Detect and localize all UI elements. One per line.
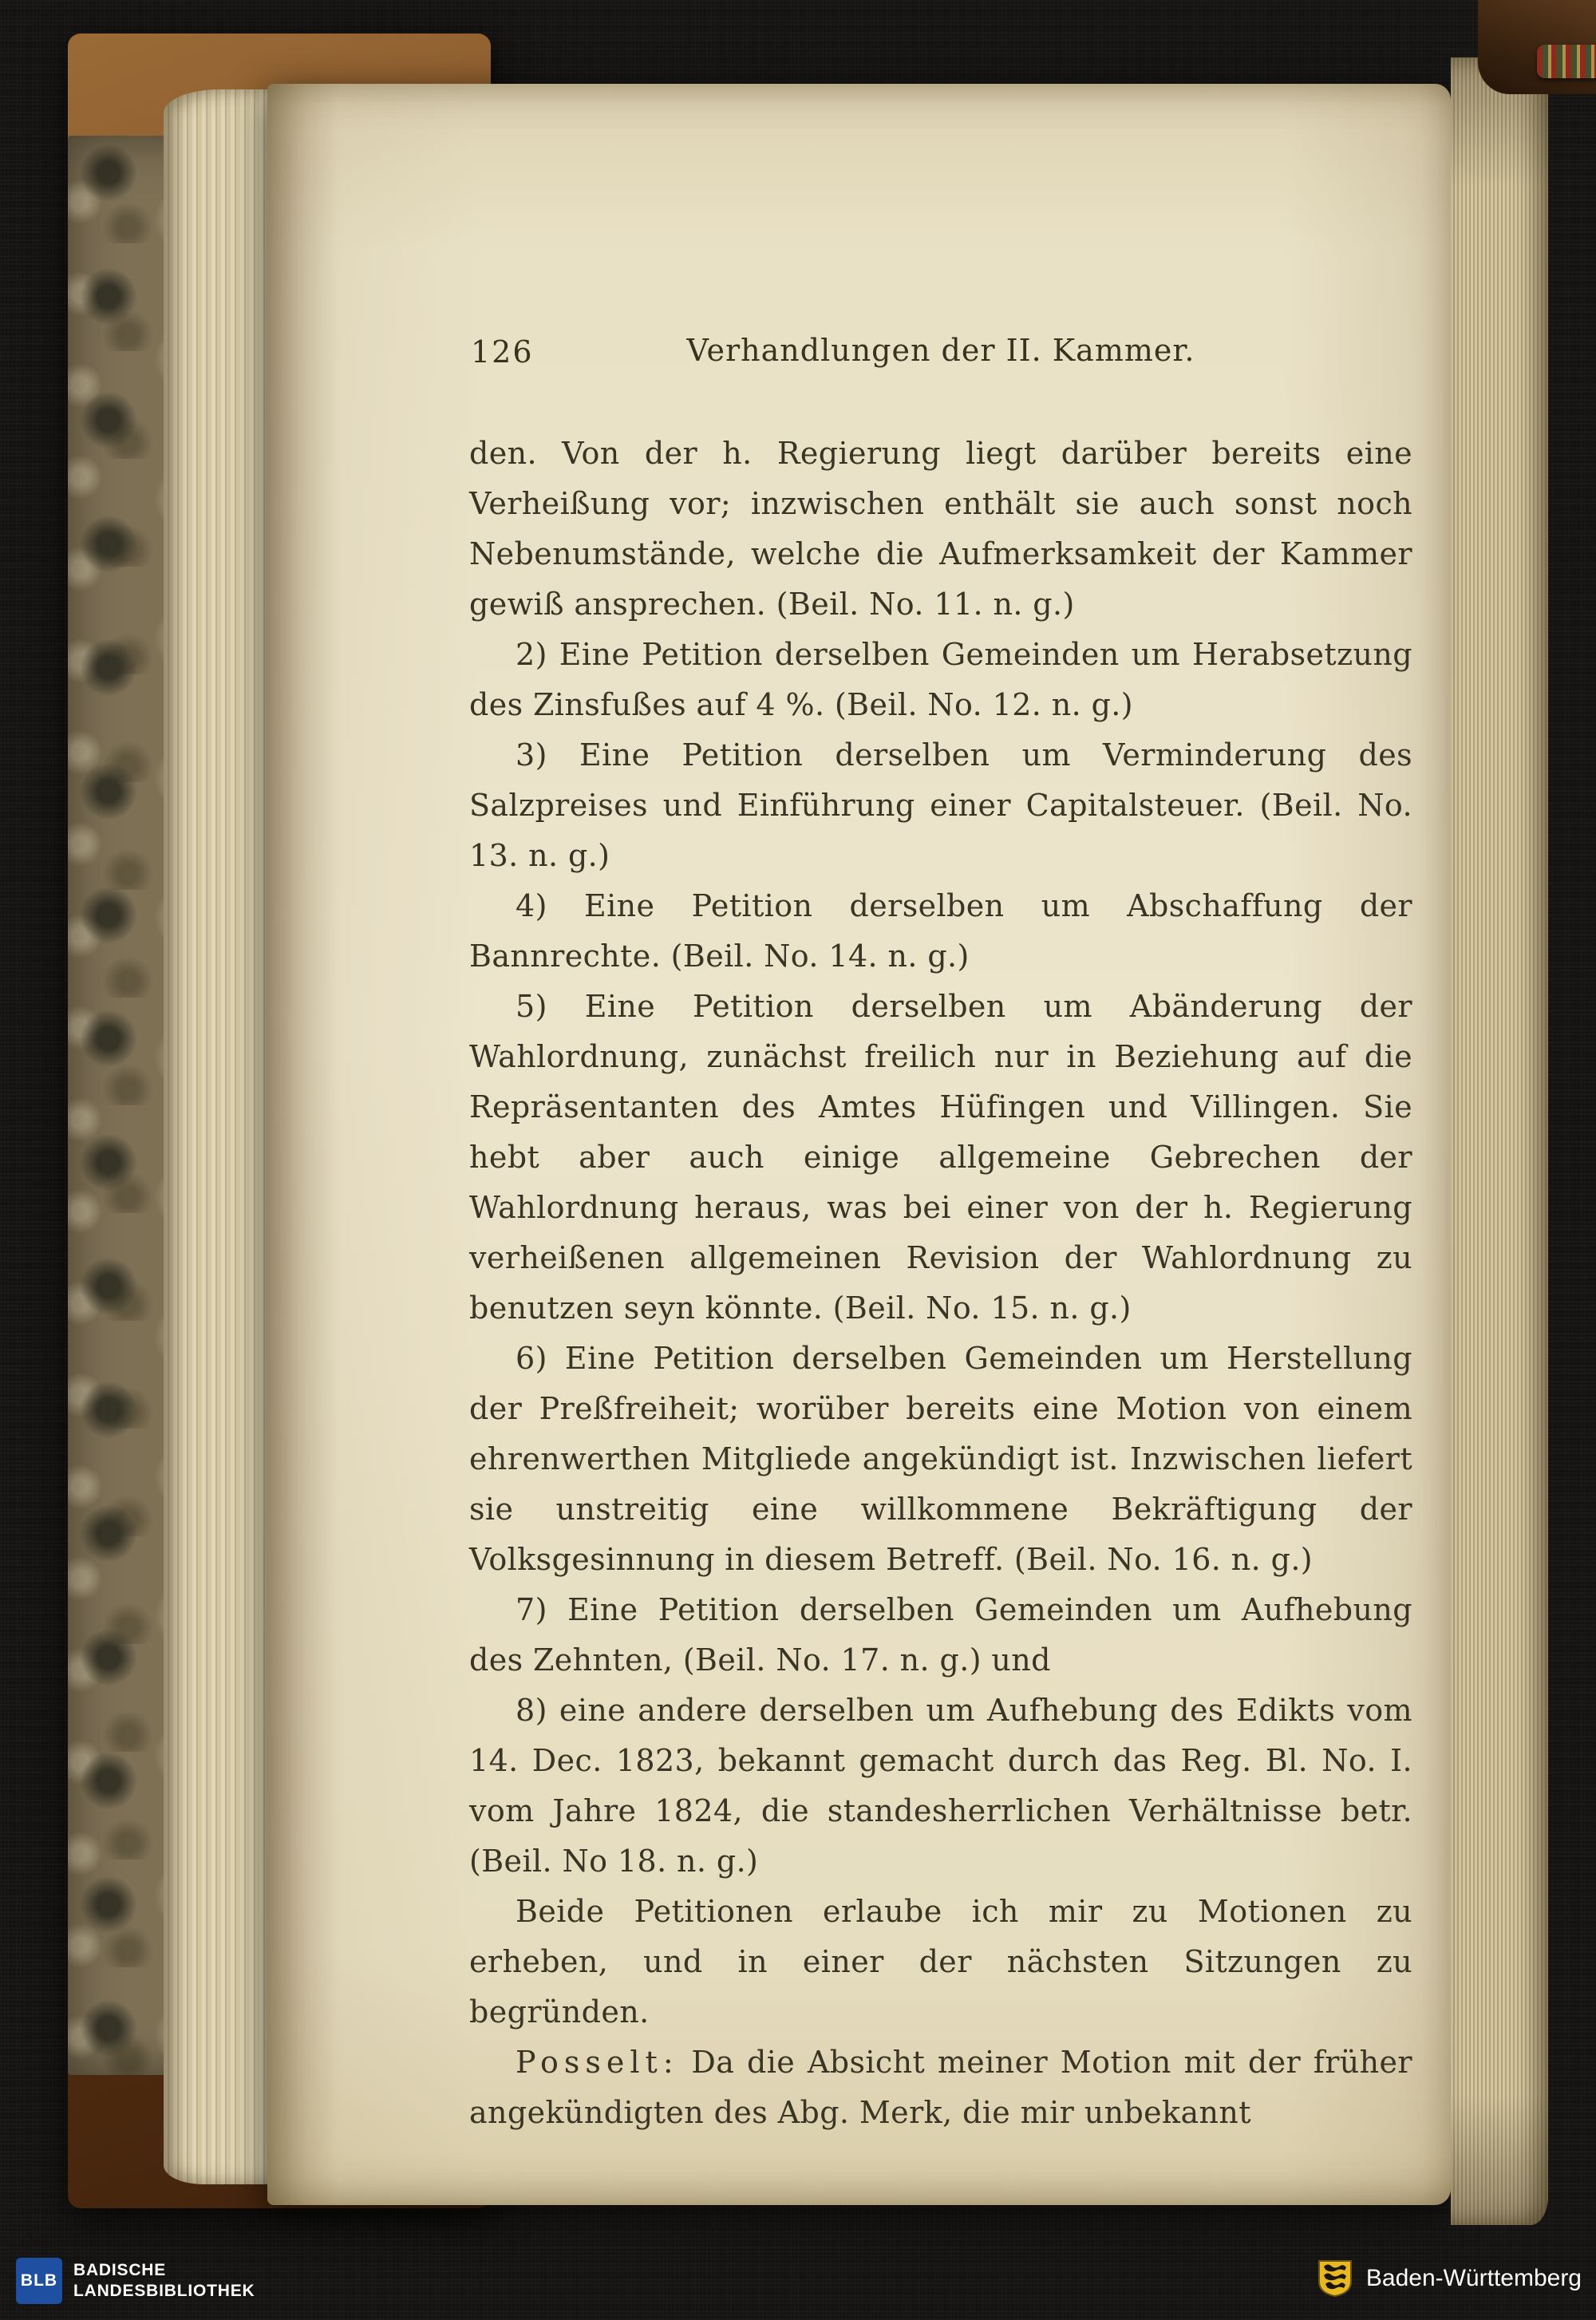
paragraph: den. Von der h. Regierung liegt darüber bereits eine Verheißung vor; inzwischen enthält sie auch sonst noch Nebenumstände, welche die Aufmerksamkeit der Kammer gewiß ansprechen. (Beil. No. 11. n. g.) [469,436,1412,622]
page-stack-left-edge [164,89,279,2184]
library-name-line2: LANDESBIBLIOTHEK [73,2282,255,2300]
page-header [469,333,1412,379]
page-number: 126 [471,334,534,370]
book-page [267,84,1451,2205]
paragraph: 8) eine andere derselben um Aufhebung des Edikts vom 14. Dec. 1823, bekannt gemacht durch das Reg. Bl. No. I. vom Jahre 1824, die standesherrlichen Verhältnisse betr. (Beil. No 18. n. g.) [469,1693,1412,1879]
paragraph: 4) Eine Petition derselben um Abschaffung der Bannrechte. (Beil. No. 14. n. g.) [469,888,1412,974]
body-text [469,429,1412,2138]
state-name: Baden-Württemberg [1365,2265,1582,2291]
blb-logo-icon: BLB [16,2258,62,2304]
paragraph: 5) Eine Petition derselben um Abänderung der Wahlordnung, zunächst freilich nur in Beziehung auf die Repräsentanten des Amtes Hüfingen und Villingen. Sie hebt aber auch einige allgemeine Gebrechen der Wahlordnung heraus, was bei einer von der h. Regierung verheißenen allgemeinen Revision der Wahlordnung zu benutzen seyn könnte. (Beil. No. 15. n. g.) [469,989,1412,1326]
state-logo [1317,2259,1582,2298]
paragraph: Beide Petitionen erlaube ich mir zu Motionen zu erheben, und in einer der nächsten Sitzungen zu begründen. [469,1894,1412,2030]
running-header: Verhandlungen der II. Kammer. [686,333,1195,368]
paragraph: 2) Eine Petition derselben Gemeinden um Herabsetzung des Zinsfußes auf 4 %. (Beil. No. 12. n. g.) [469,637,1412,722]
library-name-line1: BADISCHE [73,2260,167,2279]
paragraph: 6) Eine Petition derselben Gemeinden um Herstellung der Preßfreiheit; worüber bereits eine Motion von einem ehrenwerthen Mitgliede angekündigt ist. Inzwischen liefert sie unstreitig eine willkommene Bekräftigung der Volksgesinnung in diesem Betreff. (Beil. No. 16. n. g.) [469,1341,1412,1577]
library-logo [16,2258,255,2304]
paragraph-text: Da die Absicht meiner Motion mit der früher angekündigten des Abg. Merk, die mir unbekannt [469,2045,1412,2130]
page-stack-fore-edge [1451,57,1548,2225]
headband [1537,45,1596,78]
paragraph: 3) Eine Petition derselben um Verminderung des Salzpreises und Einführung einer Capitalsteuer. (Beil. No. 13. n. g.) [469,737,1412,873]
page-text-block [469,333,1412,2138]
speaker-name: Posselt: [516,2045,679,2080]
library-name [73,2260,255,2302]
paragraph [469,2037,1412,2138]
coat-of-arms-icon [1317,2259,1353,2298]
paragraph: 7) Eine Petition derselben Gemeinden um Aufhebung des Zehnten, (Beil. No. 17. n. g.) und [469,1592,1412,1678]
